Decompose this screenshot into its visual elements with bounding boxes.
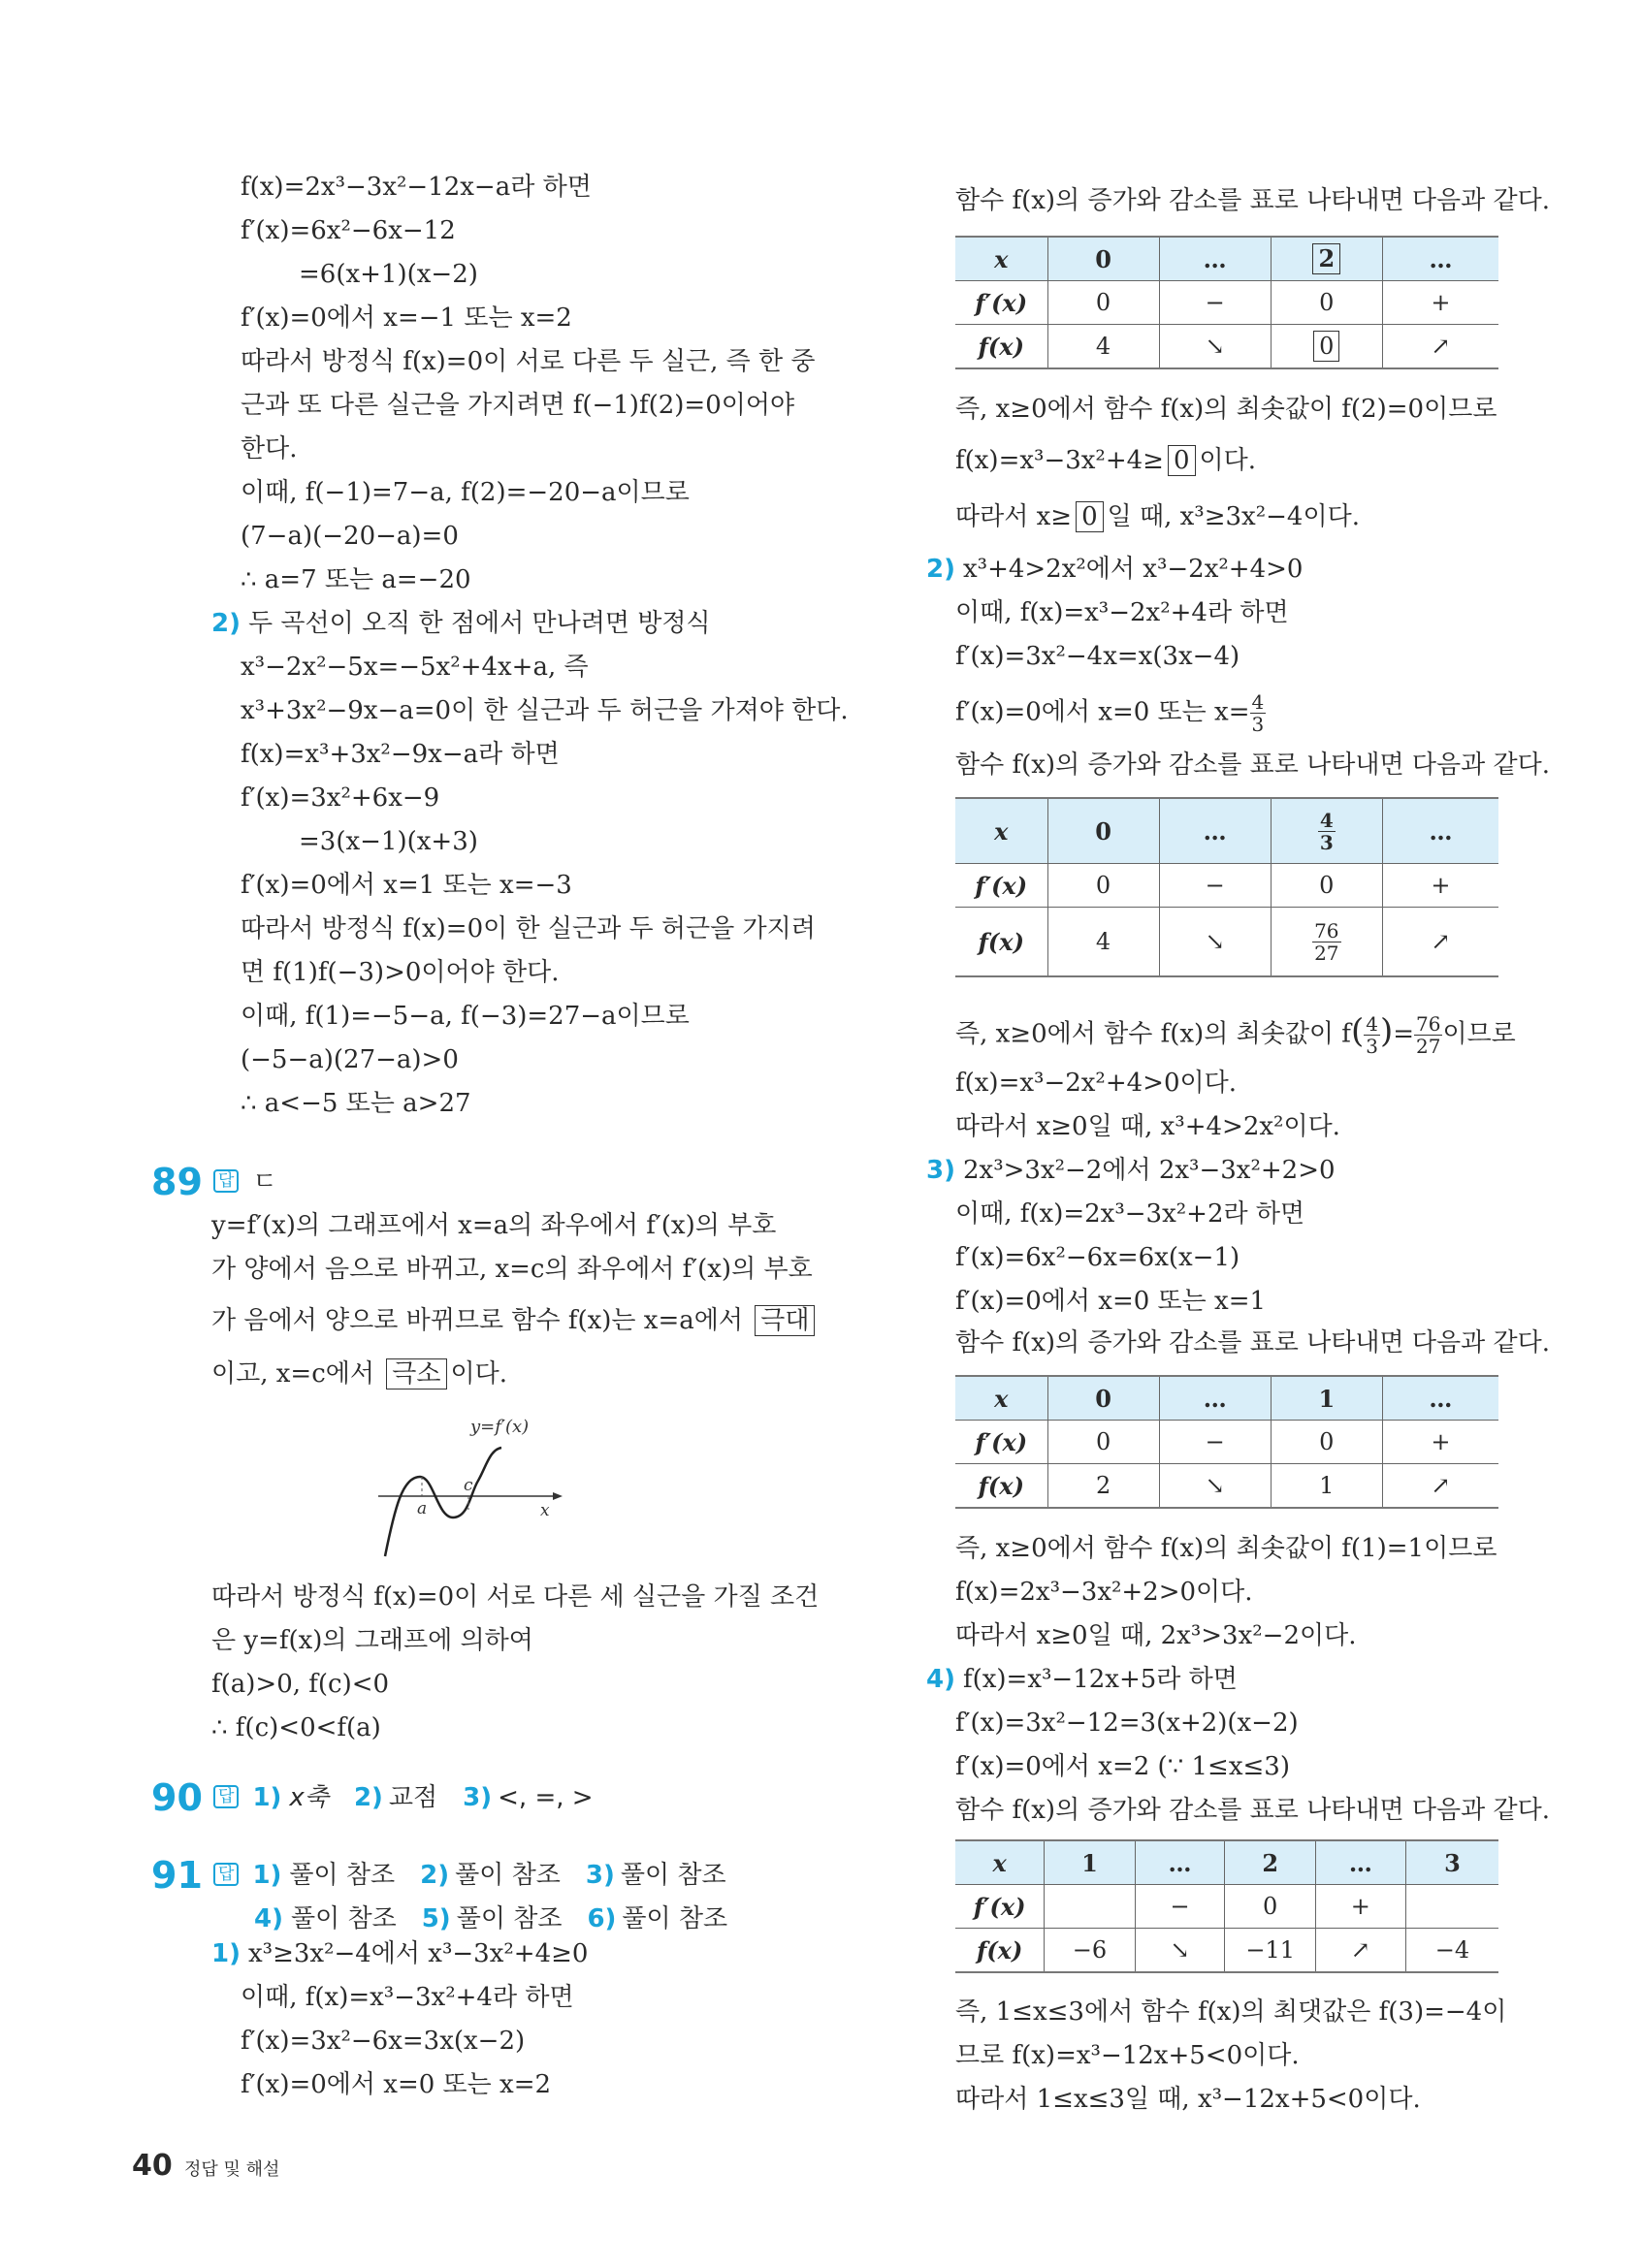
r-s4-c: 따라서 1≤x≤3일 때, x³−12x+5<0이다. — [955, 2085, 1421, 2114]
curve — [385, 1448, 501, 1556]
text: = — [1393, 1019, 1414, 1049]
line-text: 면 f(1)f(−3)>0이어야 한다. — [241, 958, 560, 987]
table-cell: −4 — [1405, 1929, 1498, 1973]
solution-line — [241, 432, 298, 465]
r-s1-a: 즉, x≥0에서 함수 f(x)의 최솟값이 f(2)=0이므로 — [955, 395, 1497, 424]
table-row — [955, 1840, 1498, 1885]
fraction — [1250, 691, 1267, 735]
solution-line — [241, 782, 439, 815]
solution-line — [241, 476, 690, 509]
r-s1-b — [955, 444, 1256, 477]
table-cell: + — [1382, 281, 1498, 325]
denominator: 27 — [1314, 941, 1339, 965]
fraction — [1364, 1013, 1380, 1057]
ans-key: 3) — [463, 1783, 493, 1812]
text: 2x³>3x²−2에서 2x³−3x²+2>0 — [962, 1156, 1336, 1185]
numerator: 4 — [1251, 690, 1265, 714]
boxed-value: 2 — [1312, 243, 1340, 274]
p89-line-4-text: 이고, x=c에서 — [211, 1359, 383, 1389]
line-text: 따라서 방정식 f(x)=0이 한 실근과 두 허근을 가지려 — [241, 914, 816, 943]
table-cell: 4 — [1047, 908, 1159, 977]
text: f′(x)=0에서 x=0 또는 x= — [955, 697, 1250, 727]
line-text: f(x)=x³+3x²−9x−a라 하면 — [241, 740, 560, 769]
solution-line — [241, 738, 560, 771]
paren-close: ) — [1379, 1011, 1394, 1051]
sub-label: 3) — [926, 1156, 955, 1185]
table-cell: … — [1135, 1840, 1225, 1885]
r-s3-1 — [926, 1154, 1336, 1187]
r-s4-a: 즉, 1≤x≤3에서 함수 f(x)의 최댓값은 f(3)=−4이 — [955, 1997, 1507, 2027]
solution-line — [241, 869, 572, 902]
line-text: f′(x)=6x²−6x−12 — [241, 216, 456, 245]
r-s2-b: f(x)=x³−2x²+4>0이다. — [955, 1069, 1238, 1098]
r-s2-3: f′(x)=3x²−4x=x(3x−4) — [955, 642, 1240, 671]
table-cell: −6 — [1045, 1929, 1135, 1973]
table-1 — [955, 236, 1498, 369]
p89-line-5: 따라서 방정식 f(x)=0이 서로 다른 세 실근을 가질 조건 — [211, 1582, 820, 1612]
line-text: f′(x)=3x²+6x−9 — [241, 783, 440, 813]
denominator: 3 — [1366, 1035, 1378, 1058]
solution-line — [241, 956, 560, 989]
table-cell: 0 — [1047, 1376, 1159, 1421]
solution-line — [241, 214, 456, 247]
table-row — [955, 908, 1498, 977]
table-cell: … — [1382, 237, 1498, 281]
table-cell: f(x) — [955, 1929, 1045, 1973]
ans-key: 5) — [421, 1904, 451, 1933]
solution-line — [241, 912, 816, 945]
r-s2-2: 이때, f(x)=x³−2x²+4라 하면 — [955, 598, 1289, 627]
solution-line — [241, 1000, 690, 1033]
line-text: (7−a)(−20−a)=0 — [241, 522, 459, 551]
table-cell: 0 — [1047, 864, 1159, 908]
denominator: 3 — [1319, 830, 1334, 854]
r-s3-b: f(x)=2x³−3x²+2>0이다. — [955, 1578, 1253, 1607]
graph-label: y=f′(x) — [470, 1417, 530, 1437]
table-row — [955, 1376, 1498, 1421]
text: 따라서 x≥ — [955, 502, 1073, 531]
r-s4-b: 므로 f(x)=x³−12x+5<0이다. — [955, 2041, 1300, 2070]
table-cell: 0 — [1047, 1421, 1159, 1464]
ans-key: 6) — [587, 1904, 617, 1933]
ans-key: 2) — [353, 1783, 383, 1812]
table-cell: 0 — [1271, 864, 1382, 908]
table-cell: … — [1315, 1840, 1405, 1885]
r-s2-4 — [955, 691, 1266, 735]
line-text: f′(x)=0에서 x=1 또는 x=−3 — [241, 871, 572, 900]
p89-line-6: 은 y=f(x)의 그래프에 의하여 — [211, 1626, 533, 1655]
table-cell — [1271, 325, 1382, 369]
table-cell: 0 — [1047, 798, 1159, 864]
table-cell — [1271, 798, 1382, 864]
table-cell: − — [1159, 1421, 1271, 1464]
r-s3-c: 따라서 x≥0일 때, 2x³>3x²−2이다. — [955, 1621, 1357, 1650]
solution-line — [299, 258, 478, 291]
table-cell: ↗ — [1382, 1464, 1498, 1509]
table-row — [955, 864, 1498, 908]
r-s2-c: 따라서 x≥0일 때, x³+4>2x²이다. — [955, 1112, 1340, 1141]
fraction — [1414, 1013, 1442, 1057]
line-text: 이때, f(1)=−5−a, f(−3)=27−a이므로 — [241, 1002, 690, 1031]
table-cell: ↗ — [1382, 325, 1498, 369]
line-text: (−5−a)(27−a)>0 — [241, 1045, 459, 1074]
table-cell: … — [1159, 237, 1271, 281]
line-text: f′(x)=0에서 x=0 또는 x=2 — [241, 2070, 552, 2099]
table-cell: f′(x) — [955, 281, 1047, 325]
paren-open: ( — [1350, 1011, 1365, 1051]
line-text: f′(x)=3x²−6x=3x(x−2) — [241, 2027, 526, 2056]
table-cell: x — [955, 798, 1047, 864]
ans-val: 풀이 참조 — [620, 1861, 726, 1890]
ans-val: <, =, > — [498, 1783, 594, 1812]
table-cell — [1045, 1885, 1135, 1929]
p89-line-3-text: 가 음에서 양으로 바뀌므로 함수 f(x)는 x=a에서 — [211, 1306, 752, 1335]
table-cell: f(x) — [955, 908, 1047, 977]
solution-line — [299, 825, 478, 858]
table-cell — [1271, 908, 1382, 977]
label-x: x — [540, 1501, 550, 1520]
r-s3-3: f′(x)=6x²−6x=6x(x−1) — [955, 1243, 1240, 1272]
answer-box-max: 극대 — [755, 1305, 815, 1336]
table-row — [955, 281, 1498, 325]
solution-line — [241, 302, 572, 335]
ans-val: 풀이 참조 — [455, 1861, 561, 1890]
line-text: =3(x−1)(x+3) — [299, 827, 478, 856]
page-number: 40 — [132, 2149, 173, 2183]
ans-val: x축 — [289, 1783, 329, 1812]
line-text: 근과 또 다른 실근을 가지려면 f(−1)f(2)=0이어야 — [241, 391, 795, 420]
table-cell: f(x) — [955, 1464, 1047, 1509]
table-cell: + — [1315, 1885, 1405, 1929]
solution-line — [241, 2068, 551, 2101]
table-cell — [1405, 1885, 1498, 1929]
table-cell: 0 — [1271, 1421, 1382, 1464]
numerator: 76 — [1314, 918, 1339, 942]
table-cell: f′(x) — [955, 1421, 1047, 1464]
table-row — [955, 1464, 1498, 1509]
r-s2-head: 함수 f(x)의 증가와 감소를 표로 나타내면 다음과 같다. — [955, 751, 1551, 780]
line-text: =6(x+1)(x−2) — [299, 260, 478, 289]
solution-line — [211, 1937, 588, 1970]
answer-box-min: 극소 — [386, 1358, 446, 1390]
line-text: ∴ a<−5 또는 a>27 — [241, 1089, 471, 1118]
text: f(x)=x³−3x²+4≥ — [955, 446, 1164, 475]
sub-label: 2) — [926, 555, 955, 584]
solution-line — [241, 2025, 525, 2058]
p89-line-7: f(a)>0, f(c)<0 — [211, 1670, 390, 1699]
p89-line-8: ∴ f(c)<0<f(a) — [211, 1713, 381, 1742]
table-cell: 1 — [1271, 1464, 1382, 1509]
table-cell: 2 — [1225, 1840, 1315, 1885]
r-s4-2: f′(x)=3x²−12=3(x+2)(x−2) — [955, 1709, 1299, 1738]
table-cell: … — [1159, 1376, 1271, 1421]
answer-90 — [213, 1781, 594, 1814]
table-3 — [955, 1375, 1498, 1509]
table-cell: … — [1159, 798, 1271, 864]
r-s3-a: 즉, x≥0에서 함수 f(x)의 최솟값이 f(1)=1이므로 — [955, 1534, 1497, 1563]
table-row — [955, 798, 1498, 864]
table-cell: −11 — [1225, 1929, 1315, 1973]
ans-key: 3) — [585, 1861, 615, 1890]
solution-line — [241, 1043, 459, 1076]
text: f(x)=x³−12x+5라 하면 — [962, 1665, 1238, 1694]
line-text: 이때, f(−1)=7−a, f(2)=−20−a이므로 — [241, 478, 690, 507]
ans-key: 1) — [252, 1783, 282, 1812]
answer-box: 0 — [1076, 501, 1104, 532]
line-text: 따라서 방정식 f(x)=0이 서로 다른 두 실근, 즉 한 중 — [241, 347, 816, 376]
p89-line-2: 가 양에서 음으로 바뀌고, x=c의 좌우에서 f′(x)의 부호 — [211, 1255, 813, 1284]
p89-line-1: y=f′(x)의 그래프에서 x=a의 좌우에서 f′(x)의 부호 — [211, 1211, 777, 1240]
ans-key: 1) — [252, 1861, 282, 1890]
x-axis-arrow — [553, 1492, 563, 1500]
r-s1-head: 함수 f(x)의 증가와 감소를 표로 나타내면 다음과 같다. — [955, 186, 1551, 215]
line-text: x³−2x²−5x=−5x²+4x+a, 즉 — [241, 653, 589, 682]
numerator: 76 — [1416, 1012, 1441, 1036]
footer-label: 정답 및 해설 — [184, 2159, 280, 2180]
line-text: x³+3x²−9x−a=0이 한 실근과 두 허근을 가져야 한다. — [241, 696, 849, 725]
table-row — [955, 1421, 1498, 1464]
problem-number-91: 91 — [151, 1854, 203, 1897]
table-cell: 1 — [1045, 1840, 1135, 1885]
line-text: f′(x)=0에서 x=−1 또는 x=2 — [241, 303, 572, 333]
p89-line-4 — [211, 1358, 507, 1390]
denominator: 3 — [1251, 713, 1265, 736]
table-cell: … — [1382, 1376, 1498, 1421]
answer-value: ㄷ — [252, 1167, 277, 1197]
table-cell: 0 — [1047, 281, 1159, 325]
ans-val: 풀이 참조 — [622, 1904, 728, 1933]
solution-line — [241, 651, 589, 684]
solution-line — [241, 520, 459, 553]
r-s4-head: 함수 f(x)의 증가와 감소를 표로 나타내면 다음과 같다. — [955, 1796, 1551, 1825]
table-cell: ↘ — [1159, 325, 1271, 369]
r-s3-head: 함수 f(x)의 증가와 감소를 표로 나타내면 다음과 같다. — [955, 1328, 1551, 1358]
ans-val: 교점 — [388, 1783, 438, 1812]
table-row — [955, 237, 1498, 281]
table-cell: − — [1159, 281, 1271, 325]
answer-91-row-2 — [254, 1902, 727, 1935]
numerator: 4 — [1319, 808, 1334, 832]
table-cell: x — [955, 1376, 1047, 1421]
ans-val: 풀이 참조 — [456, 1904, 563, 1933]
line-text: 이때, f(x)=x³−3x²+4라 하면 — [241, 1983, 574, 2012]
table-cell: + — [1382, 1421, 1498, 1464]
table-cell: 3 — [1405, 1840, 1498, 1885]
table-cell: ↗ — [1315, 1929, 1405, 1973]
ans-val: 풀이 참조 — [289, 1861, 396, 1890]
answer-89 — [213, 1166, 277, 1198]
table-cell: ↘ — [1159, 1464, 1271, 1509]
table-cell: ↘ — [1159, 908, 1271, 977]
table-row — [955, 1885, 1498, 1929]
r-s4-1 — [926, 1663, 1238, 1696]
denominator: 27 — [1416, 1035, 1441, 1058]
table-cell: 0 — [1225, 1885, 1315, 1929]
table-row — [955, 1929, 1498, 1973]
table-cell: 2 — [1047, 1464, 1159, 1509]
r-s2-a — [955, 1013, 1516, 1057]
table-cell: … — [1382, 798, 1498, 864]
text: 일 때, x³≥3x²−4이다. — [1107, 502, 1360, 531]
solution-line — [241, 389, 794, 422]
sub-label: 1) — [211, 1939, 241, 1968]
table-cell: 0 — [1047, 237, 1159, 281]
table-2 — [955, 797, 1498, 977]
answer-box: 0 — [1168, 445, 1196, 476]
answer-badge: 답 — [213, 1785, 239, 1808]
solution-line — [241, 694, 849, 727]
text: 이므로 — [1442, 1019, 1516, 1049]
text: x³+4>2x²에서 x³−2x²+4>0 — [962, 555, 1304, 584]
solution-line — [241, 1981, 574, 2014]
boxed-value: 0 — [1313, 331, 1339, 362]
table-cell: x — [955, 1840, 1045, 1885]
r-s2-1 — [926, 553, 1303, 586]
r-s3-4: f′(x)=0에서 x=0 또는 x=1 — [955, 1287, 1267, 1316]
table-row — [955, 325, 1498, 369]
line-text: f(x)=2x³−3x²−12x−a라 하면 — [241, 173, 592, 202]
line-text: 한다. — [241, 434, 298, 463]
solution-line — [241, 1087, 471, 1120]
solution-line — [241, 563, 471, 596]
solution-line — [211, 607, 711, 640]
table-cell: − — [1135, 1885, 1225, 1929]
numerator: 4 — [1366, 1012, 1378, 1036]
answer-91-row-1 — [213, 1859, 726, 1892]
sub-label: 2) — [211, 609, 241, 638]
line-text: ∴ a=7 또는 a=−20 — [241, 565, 471, 594]
table-cell — [1271, 237, 1382, 281]
table-cell: f′(x) — [955, 864, 1047, 908]
fraction — [1318, 810, 1336, 853]
line-text: 두 곡선이 오직 한 점에서 만나려면 방정식 — [247, 609, 711, 638]
ans-key: 2) — [420, 1861, 450, 1890]
table-cell: − — [1159, 864, 1271, 908]
table-cell: ↘ — [1135, 1929, 1225, 1973]
label-a: a — [417, 1499, 428, 1518]
table-cell: f′(x) — [955, 1885, 1045, 1929]
ans-key: 4) — [254, 1904, 283, 1933]
answer-badge: 답 — [213, 1863, 239, 1886]
text: 이다. — [1199, 446, 1257, 475]
p89-line-3 — [211, 1304, 819, 1337]
r-s4-3: f′(x)=0에서 x=2 (∵ 1≤x≤3) — [955, 1752, 1290, 1781]
r-s3-2: 이때, f(x)=2x³−3x²+2라 하면 — [955, 1199, 1305, 1229]
fraction — [1312, 920, 1340, 964]
line-text: x³≥3x²−4에서 x³−3x²+4≥0 — [247, 1939, 589, 1968]
solution-line — [241, 345, 816, 378]
text: 즉, x≥0에서 함수 f(x)의 최솟값이 f — [955, 1019, 1351, 1049]
p89-line-4-end: 이다. — [450, 1359, 508, 1389]
table-cell: 1 — [1271, 1376, 1382, 1421]
answer-badge: 답 — [213, 1169, 239, 1193]
solution-line — [241, 171, 592, 204]
label-c: c — [464, 1476, 473, 1495]
table-cell: + — [1382, 864, 1498, 908]
ans-val: 풀이 참조 — [290, 1904, 397, 1933]
table-cell: x — [955, 237, 1047, 281]
problem-number-89: 89 — [151, 1161, 203, 1203]
r-s1-c — [955, 500, 1360, 533]
table-cell: 0 — [1271, 281, 1382, 325]
table-cell: ↗ — [1382, 908, 1498, 977]
table-cell: 4 — [1047, 325, 1159, 369]
table-4 — [955, 1839, 1498, 1973]
table-cell: f(x) — [955, 325, 1047, 369]
problem-number-90: 90 — [151, 1776, 203, 1819]
sub-label: 4) — [926, 1665, 955, 1694]
derivative-graph — [373, 1411, 567, 1566]
